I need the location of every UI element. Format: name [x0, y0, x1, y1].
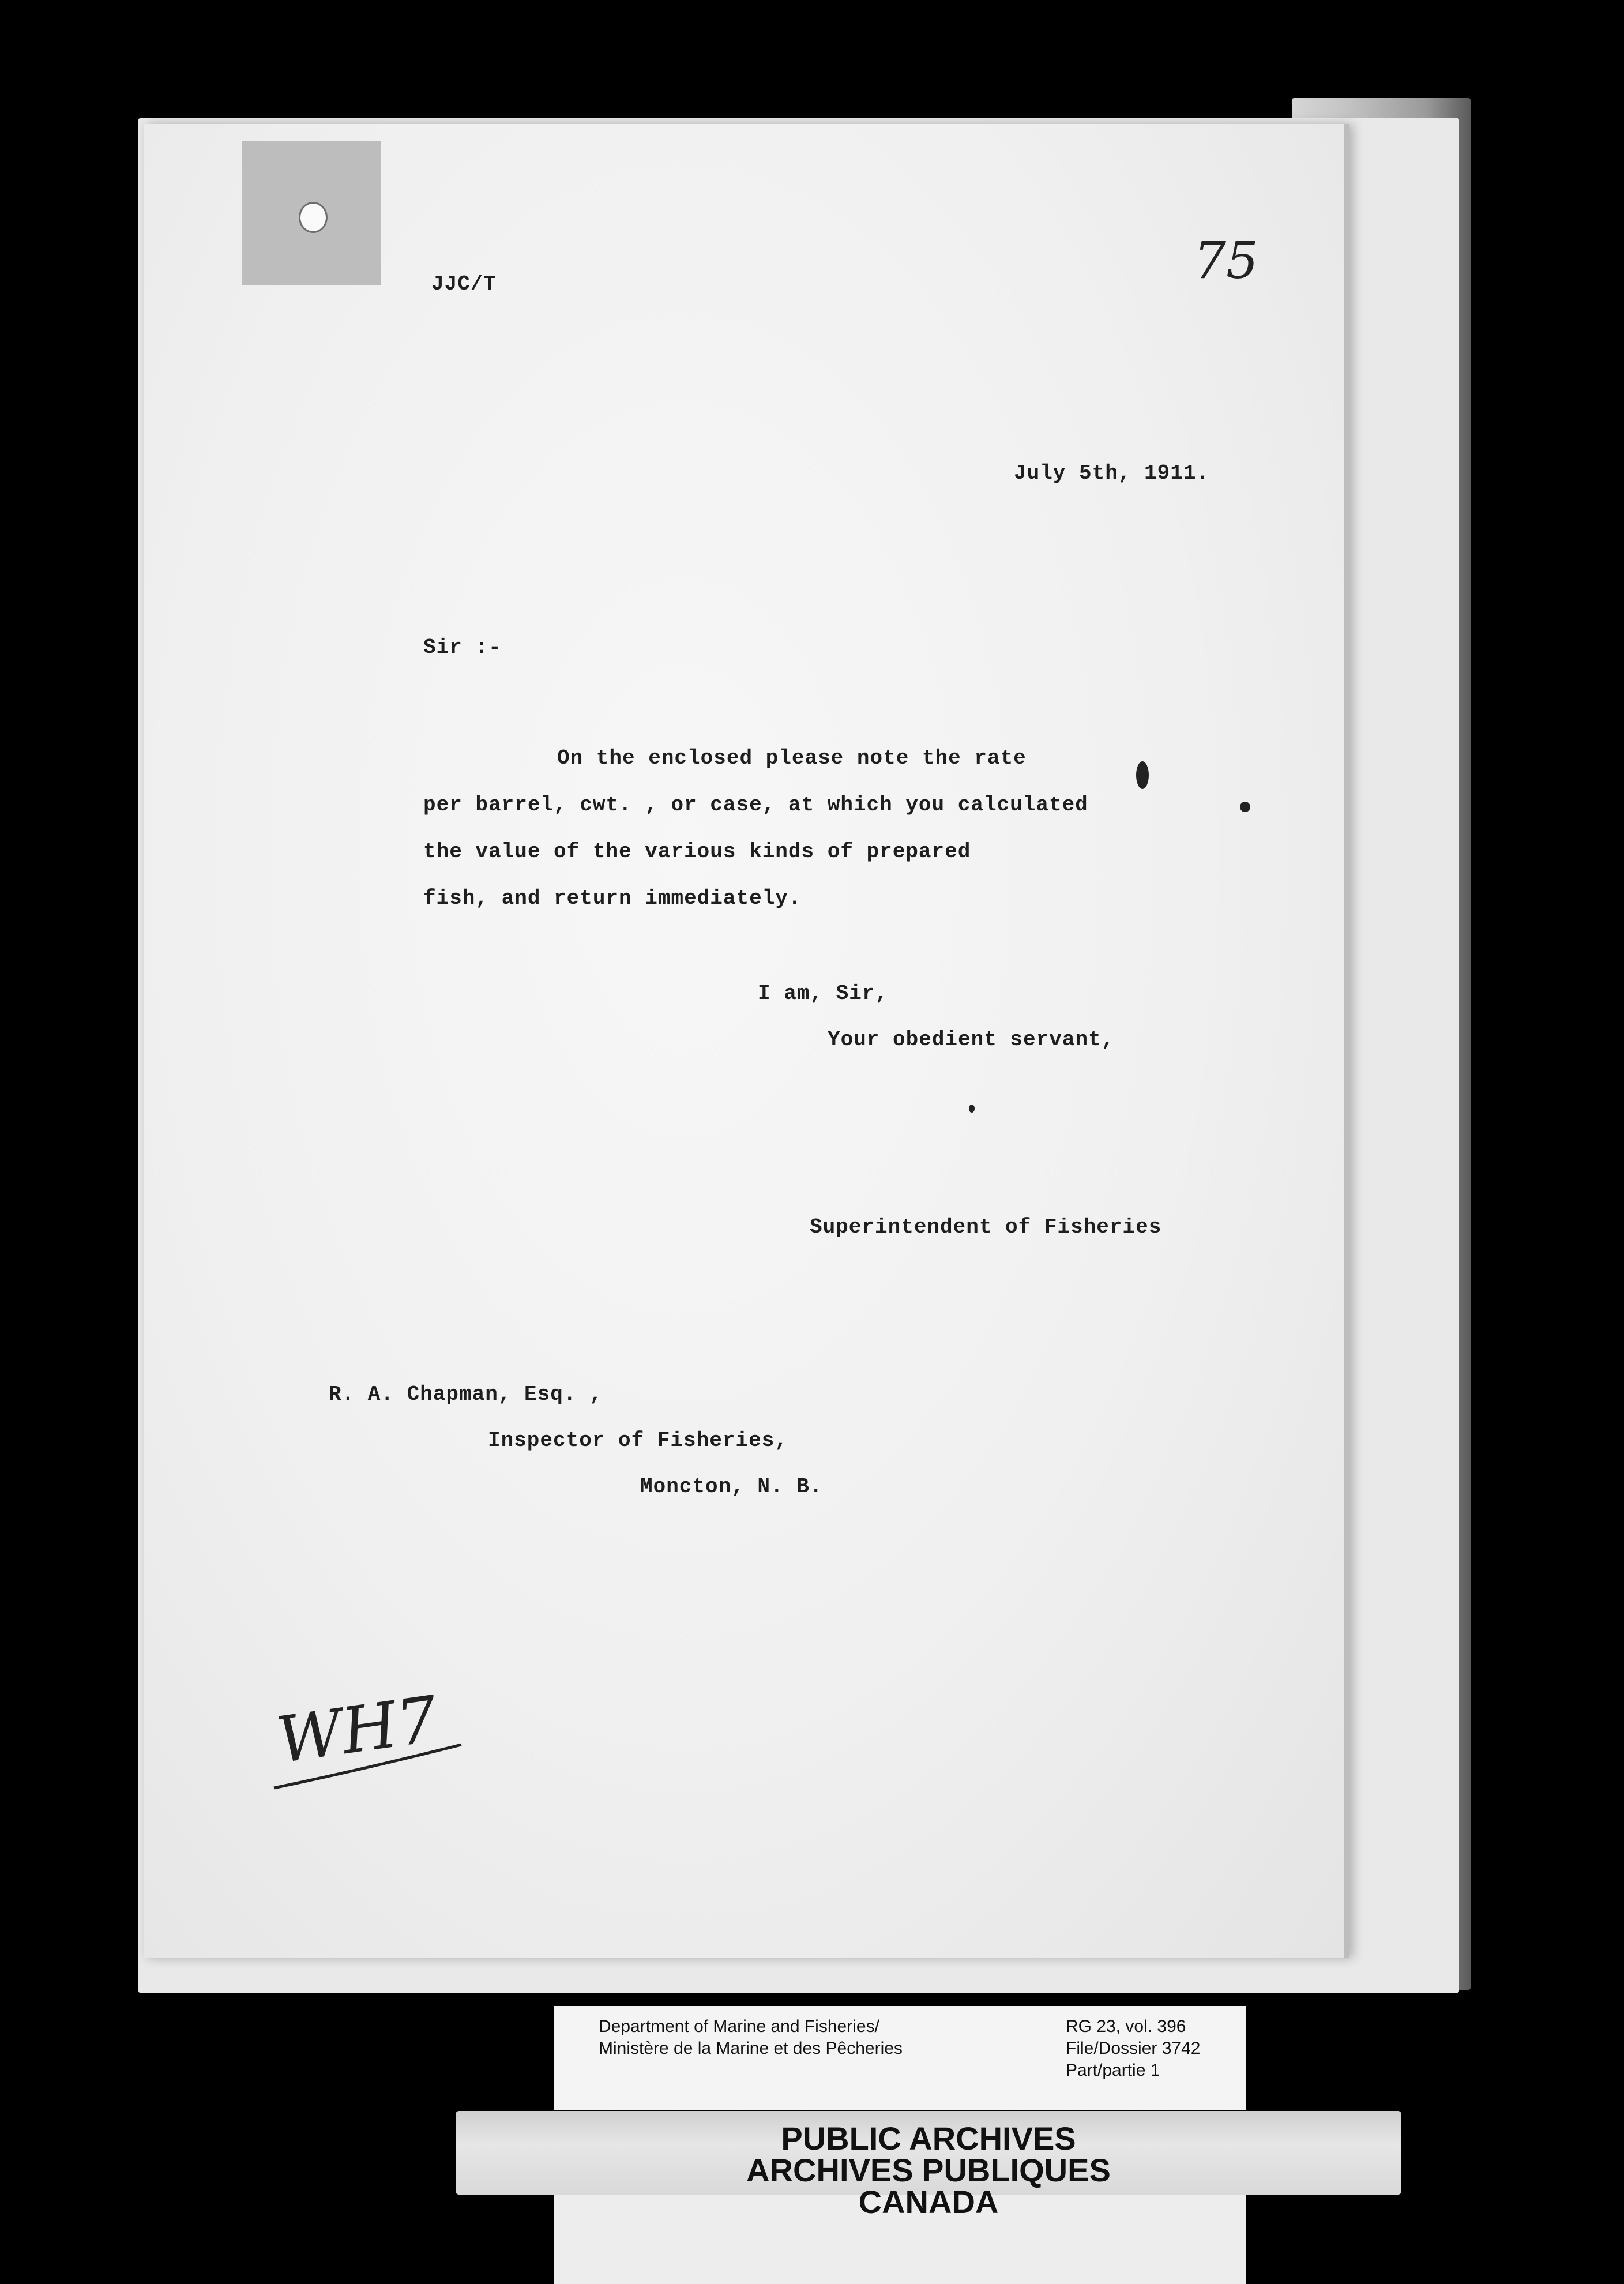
stamp-line-1: PUBLIC ARCHIVES	[781, 2120, 1076, 2157]
reference-code: JJC/T	[431, 272, 497, 296]
closing-line-2: Your obedient servant,	[828, 1028, 1115, 1051]
margin-mark	[1240, 802, 1250, 812]
body-line-4: fish, and return immediately.	[423, 886, 802, 910]
label-department-fr: Ministère de la Marine et des Pêcheries	[599, 2039, 903, 2058]
ink-blot	[1136, 761, 1149, 789]
body-line-1: On the enclosed please note the rate	[557, 746, 1027, 770]
closing-line-1: I am, Sir,	[758, 982, 889, 1005]
addressee-title: Inspector of Fisheries,	[488, 1429, 788, 1452]
letter-date: July 5th, 1911.	[1014, 461, 1210, 485]
folio-number: 75	[1194, 231, 1258, 290]
label-file: File/Dossier 3742	[1066, 2039, 1201, 2058]
initials-underline	[271, 1727, 467, 1797]
addressee-location: Moncton, N. B.	[640, 1475, 823, 1498]
archive-reference-label	[554, 2006, 1246, 2110]
salutation: Sir :-	[423, 636, 502, 659]
ink-speck	[969, 1105, 975, 1113]
label-department-en: Department of Marine and Fisheries/	[599, 2017, 879, 2036]
handwritten-initials: WH7	[272, 1682, 442, 1778]
label-record-group: RG 23, vol. 396	[1066, 2017, 1186, 2036]
addressee-name: R. A. Chapman, Esq. ,	[329, 1383, 603, 1406]
letter-page	[144, 124, 1349, 1958]
stamp-line-2: ARCHIVES PUBLIQUES	[746, 2152, 1111, 2188]
punch-hole	[299, 202, 328, 233]
stamp-line-3: CANADA	[858, 2184, 999, 2220]
body-line-2: per barrel, cwt. , or case, at which you calculated	[423, 793, 1088, 817]
label-part: Part/partie 1	[1066, 2061, 1160, 2080]
body-line-3: the value of the various kinds of prepared	[423, 840, 971, 863]
signature-title: Superintendent of Fisheries	[810, 1215, 1162, 1239]
